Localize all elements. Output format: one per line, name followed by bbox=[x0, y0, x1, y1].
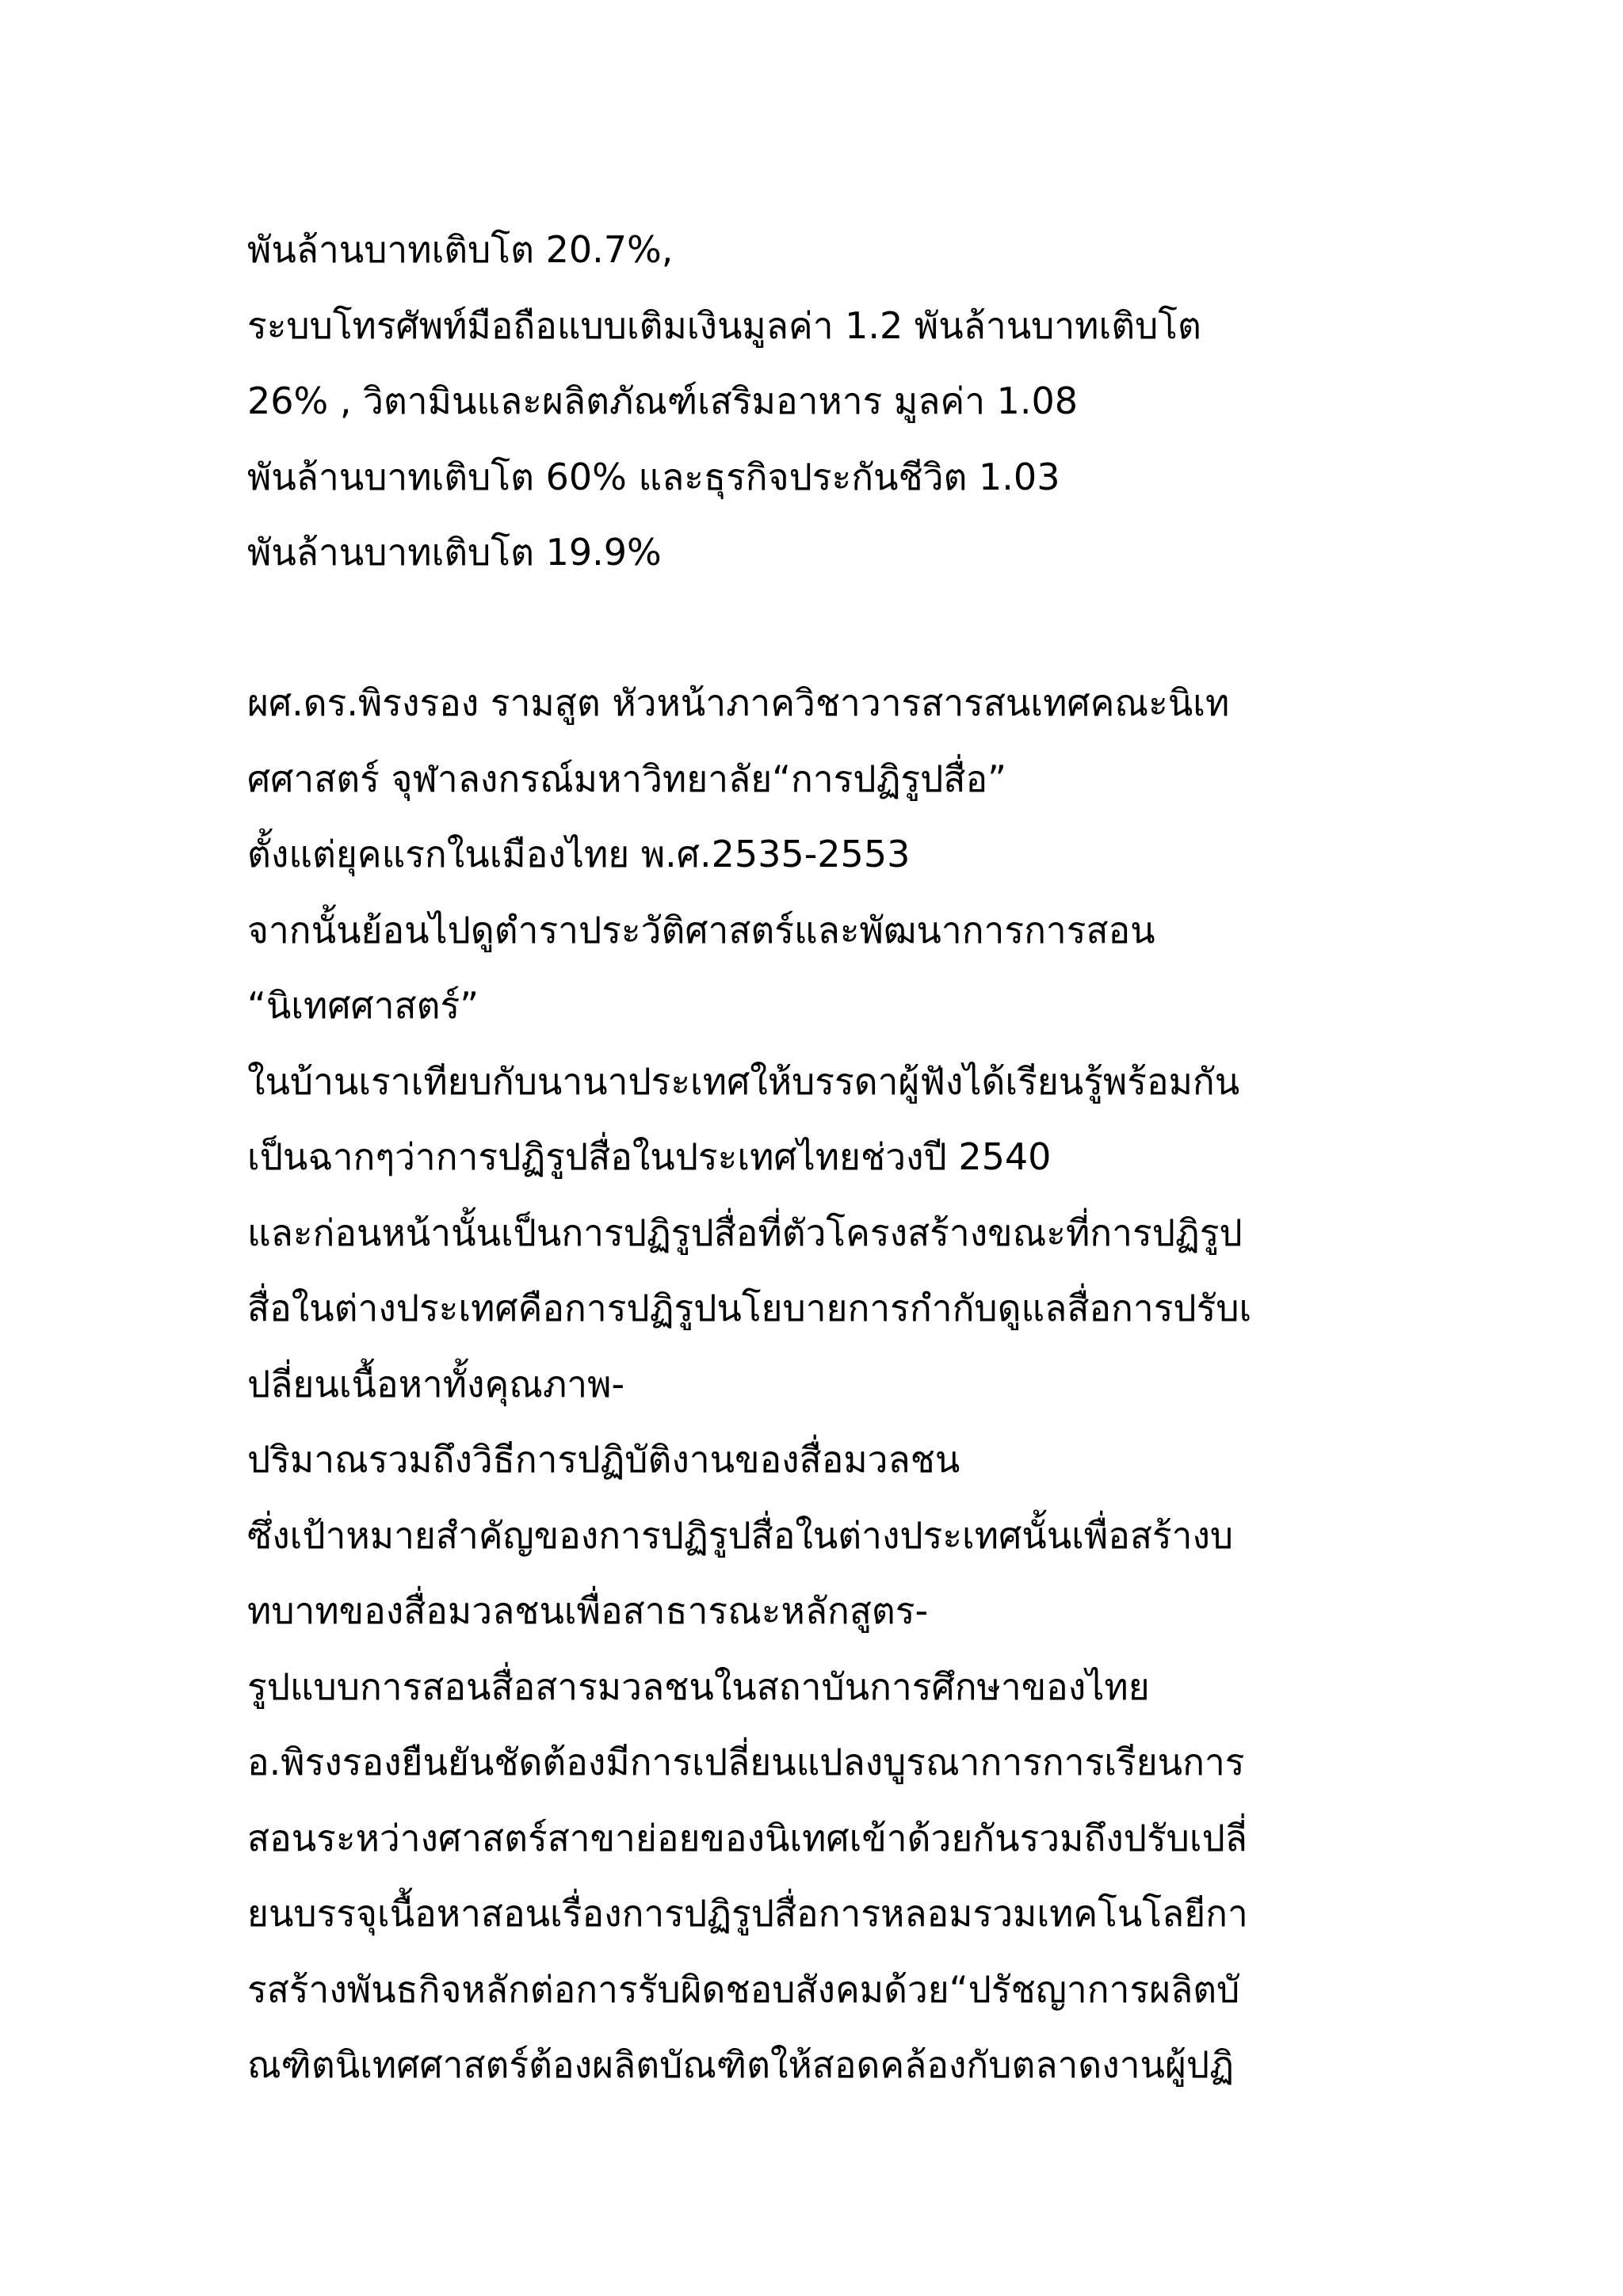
text-line: 26% , วิตามินและผลิตภัณฑ์เสริมอาหาร มูลค่า 1.08 bbox=[247, 379, 1079, 422]
text-line: ผศ.ดร.พิรงรอง รามสูต หัวหน้าภาควิชาวารสารสนเทศคณะนิเท bbox=[247, 681, 1230, 724]
text-line: พันล้านบาทเติบโต 19.9% bbox=[247, 531, 662, 574]
text-line: รสร้างพันธกิจหลักต่อการรับผิดชอบสังคมด้วย“ปรัชญาการผลิตบั bbox=[247, 1967, 1240, 2011]
text-line: “นิเทศศาสตร์” bbox=[247, 984, 479, 1027]
text-line: ระบบโทรศัพท์มือถือแบบเติมเงินมูลค่า 1.2 พันล้านบาทเติบโต bbox=[247, 303, 1201, 347]
text-line: รูปแบบการสอนสื่อสารมวลชนในสถาบันการศึกษาของไทย bbox=[247, 1665, 1150, 1708]
text-line: ในบ้านเราเทียบกับนานาประเทศให้บรรดาผู้ฟังได้เรียนรู้พร้อมกัน bbox=[247, 1059, 1240, 1103]
text-line: ยนบรรจุเนื้อหาสอนเรื่องการปฏิรูปสื่อการหลอมรวมเทคโนโลยีกา bbox=[247, 1892, 1248, 1935]
text-line: สื่อในต่างประเทศคือการปฏิรูปนโยบายการกำกับดูแลสื่อการปรับเ bbox=[247, 1287, 1252, 1329]
text-line: ณฑิตนิเทศศาสตร์ต้องผลิตบัณฑิตให้สอดคล้องกับตลาดงานผู้ปฏิ bbox=[247, 2043, 1235, 2086]
text-line: พันล้านบาทเติบโต 60% และธุรกิจประกันชีวิต 1.03 bbox=[247, 455, 1060, 498]
text-line: ปริมาณรวมถึงวิธีการปฏิบัติงานของสื่อมวลชน bbox=[247, 1438, 960, 1481]
text-line: ทบาทของสื่อมวลชนเพื่อสาธารณะหลักสูตร- bbox=[247, 1589, 929, 1632]
text-line: สอนระหว่างศาสตร์สาขาย่อยของนิเทศเข้าด้วยกันรวมถึงปรับเปลี่ bbox=[247, 1816, 1247, 1859]
text-line: อ.พิรงรองยืนยันชัดต้องมีการเปลี่ยนแปลงบูรณาการการเรียนการ bbox=[247, 1741, 1245, 1783]
text-line: และก่อนหน้านั้นเป็นการปฏิรูปสื่อที่ตัวโครงสร้างขณะที่การปฏิรูป bbox=[247, 1211, 1243, 1254]
text-line: พันล้านบาทเติบโต 20.7%, bbox=[247, 228, 674, 271]
text-line: เป็นฉากๆว่าการปฏิรูปสื่อในประเทศไทยช่วงปี 2540 bbox=[247, 1135, 1052, 1178]
text-line: จากนั้นย้อนไปดูตำราประวัติศาสตร์และพัฒนาการการสอน bbox=[247, 908, 1155, 952]
text-line: ตั้งแต่ยุคแรกในเมืองไทย พ.ศ.2535-2553 bbox=[247, 833, 911, 875]
text-line: ศศาสตร์ จุฬาลงกรณ์มหาวิทยาลัย“การปฏิรูปสื่อ” bbox=[247, 757, 1006, 800]
text-line: ซึ่งเป้าหมายสำคัญของการปฏิรูปสื่อในต่างประเทศนั้นเพื่อสร้างบ bbox=[247, 1513, 1234, 1557]
paragraph-growth-figures bbox=[247, 212, 1420, 591]
paragraph-media-reform bbox=[247, 666, 1420, 2103]
text-line: ปลี่ยนเนื้อหาทั้งคุณภาพ- bbox=[247, 1362, 625, 1405]
